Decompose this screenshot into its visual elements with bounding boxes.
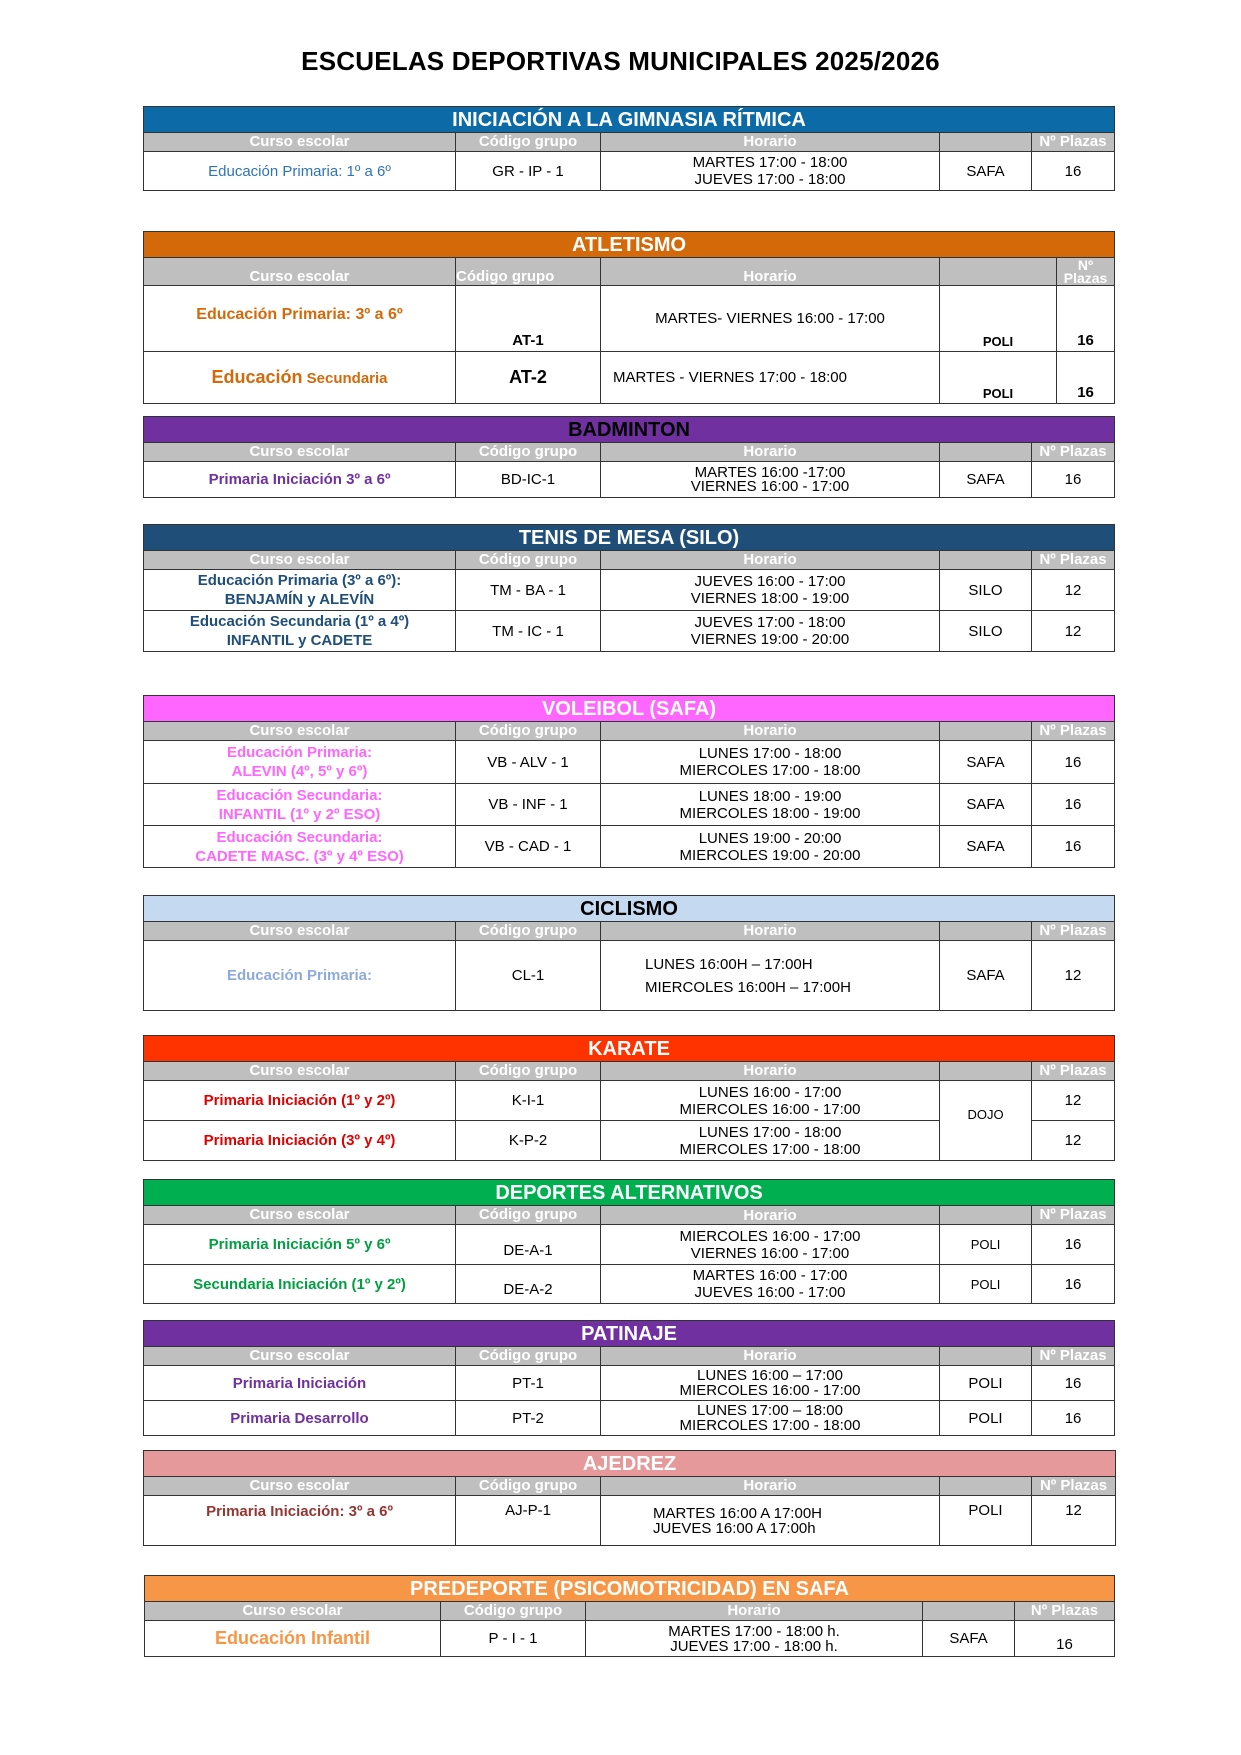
course-cell: Primaria Iniciación (144, 1366, 456, 1401)
group-code: CL-1 (456, 941, 601, 1011)
schedule-line: VIERNES 16:00 - 17:00 (690, 1244, 850, 1262)
schedule-line: VIERNES 18:00 - 19:00 (690, 590, 850, 607)
header-code: Código grupo (441, 1602, 586, 1621)
schedule-cell (601, 784, 940, 826)
header-seats: Nº Plazas (1032, 551, 1115, 570)
header-schedule: Horario (601, 922, 940, 941)
seats-cell: 16 (1032, 462, 1115, 498)
course-cell (144, 611, 456, 652)
group-code: AT-1 (456, 286, 601, 352)
header-place (940, 1206, 1032, 1225)
course-cell (144, 784, 456, 826)
group-code: K-I-1 (456, 1081, 601, 1121)
header-course: Curso escolar (144, 551, 456, 570)
course-cell: Educación Primaria: 3º a 6º (144, 286, 456, 352)
header-schedule: Horario (586, 1602, 923, 1621)
schedule-line: LUNES 16:00 – 17:00 (697, 1367, 843, 1384)
schedule-cell (601, 1401, 940, 1436)
seats-cell: 16 (1032, 784, 1115, 826)
header-seats: Nº Plazas (1032, 1062, 1115, 1081)
course-cell: Educación Primaria: 1º a 6º (144, 152, 456, 191)
group-code: TM - IC - 1 (456, 611, 601, 652)
header-course: Curso escolar (144, 1347, 456, 1366)
header-place (940, 258, 1057, 286)
schedule-cell (601, 570, 940, 611)
schedule-line: MARTES - VIERNES 17:00 - 18:00 (613, 369, 847, 386)
schedule-line: JUEVES 16:00 - 17:00 (694, 1284, 846, 1301)
header-seats: Nº Plazas (1032, 133, 1115, 152)
seats-cell: 16 (1015, 1621, 1115, 1657)
place-cell: SAFA (923, 1621, 1015, 1657)
course-cell: Educación Primaria: (144, 941, 456, 1011)
seats-cell: 16 (1032, 1265, 1115, 1304)
schedule-line: MARTES- VIERNES 16:00 - 17:00 (655, 310, 885, 327)
header-code: Código grupo (456, 1347, 601, 1366)
header-code: Código grupo (456, 1477, 601, 1496)
place-cell: SAFA (940, 784, 1032, 826)
seats-cell: 12 (1032, 611, 1115, 652)
place-cell: POLI (940, 1366, 1032, 1401)
table-row (144, 1265, 1115, 1304)
header-course: Curso escolar (144, 258, 456, 286)
header-code: Código grupo (456, 722, 601, 741)
schedule-line: LUNES 17:00 - 18:00 (698, 745, 842, 762)
schedule-line: LUNES 18:00 - 19:00 (698, 787, 842, 805)
section-patinaje (143, 1320, 1114, 1436)
section-karate (143, 1035, 1114, 1161)
schedule-line: JUEVES 17:00 - 18:00 h. (670, 1637, 838, 1655)
schedule-line: MARTES 17:00 - 18:00 (692, 154, 848, 171)
course-line: INFANTIL (1º y 2º ESO) (218, 805, 381, 823)
place-cell: SILO (940, 611, 1032, 652)
schedule-line: MIERCOLES 16:00 - 17:00 (679, 1100, 861, 1118)
header-code: Código grupo (456, 551, 601, 570)
schedule-line: MIERCOLES 18:00 - 19:00 (679, 804, 861, 822)
header-seats: Nº Plazas (1057, 258, 1115, 286)
course-line: Educación Secundaria: (216, 828, 383, 846)
header-place (940, 443, 1032, 462)
place-cell: SAFA (940, 741, 1032, 784)
header-course: Curso escolar (144, 922, 456, 941)
group-code: VB - ALV - 1 (456, 741, 601, 784)
seats-cell: 16 (1032, 1401, 1115, 1436)
table-row (144, 1225, 1115, 1265)
group-code: VB - CAD - 1 (456, 826, 601, 868)
table-row (144, 1366, 1115, 1401)
header-schedule: Horario (601, 1347, 940, 1366)
schedule-cell (601, 352, 940, 404)
section-gimnasia-ritmica (143, 106, 1114, 191)
schedule-line: MIERCOLES 17:00 - 18:00 (679, 1417, 861, 1434)
section-badminton (143, 416, 1114, 498)
schedule-line: MARTES 17:00 - 18:00 h. (668, 1622, 840, 1640)
header-schedule: Horario (601, 1206, 940, 1225)
section-title: TENIS DE MESA (SILO) (144, 525, 1115, 551)
header-seats: Nº Plazas (1032, 1206, 1115, 1225)
course-line: Educación Primaria: (226, 744, 373, 761)
table-row (144, 784, 1115, 826)
section-tenis-de-mesa (143, 524, 1114, 652)
header-schedule: Horario (601, 258, 940, 286)
header-seats: Nº Plazas (1032, 722, 1115, 741)
header-schedule: Horario (601, 443, 940, 462)
schedule-cell (601, 1081, 940, 1121)
section-title: PATINAJE (144, 1321, 1115, 1347)
header-schedule: Horario (601, 133, 940, 152)
section-title: CICLISMO (144, 896, 1115, 922)
schedule-cell (601, 741, 940, 784)
schedule-cell (601, 152, 940, 191)
schedule-line: MIERCOLES 17:00 - 18:00 (679, 762, 861, 779)
schedule-line: MARTES 16:00 -17:00 (694, 463, 846, 481)
seats-cell: 12 (1032, 941, 1115, 1011)
seats-cell: 12 (1032, 1081, 1115, 1121)
schedule-cell (601, 1265, 940, 1304)
schedule-cell (601, 941, 940, 1011)
schedule-line: MARTES 16:00 A 17:00H (653, 1504, 822, 1522)
header-place (940, 1062, 1032, 1081)
place-cell: SILO (940, 570, 1032, 611)
schedule-line: JUEVES 17:00 - 18:00 (694, 614, 846, 631)
header-course: Curso escolar (144, 1477, 456, 1496)
group-code: VB - INF - 1 (456, 784, 601, 826)
table-row (144, 941, 1115, 1011)
header-code: Código grupo (456, 1206, 601, 1225)
group-code: AT-2 (456, 352, 601, 404)
section-ciclismo (143, 895, 1114, 1011)
schedule-line: MIERCOLES 17:00 - 18:00 (679, 1140, 861, 1158)
header-course: Curso escolar (144, 443, 456, 462)
seats-cell: 12 (1032, 1496, 1116, 1546)
course-cell: Primaria Iniciación 5º y 6º (144, 1225, 456, 1265)
header-code: Código grupo (456, 443, 601, 462)
schedule-cell (601, 286, 940, 352)
table-row (144, 1401, 1115, 1436)
group-code: AJ-P-1 (456, 1496, 601, 1546)
section-title: BADMINTON (144, 417, 1115, 443)
seats-cell: 16 (1032, 741, 1115, 784)
place-cell: SAFA (940, 941, 1032, 1011)
table-row (144, 826, 1115, 868)
place-cell: SAFA (940, 462, 1032, 498)
table-row (144, 741, 1115, 784)
course-cell (144, 826, 456, 868)
group-code: PT-2 (456, 1401, 601, 1436)
schedule-cell (586, 1621, 923, 1657)
place-cell: DOJO (940, 1081, 1032, 1161)
schedule-cell (601, 1366, 940, 1401)
course-word: Secundaria (306, 369, 388, 387)
group-code: BD-IC-1 (456, 462, 601, 498)
schedule-cell (601, 462, 940, 498)
schedule-line: VIERNES 19:00 - 20:00 (690, 631, 850, 648)
place-cell: POLI (940, 1265, 1032, 1304)
section-title: DEPORTES ALTERNATIVOS (144, 1180, 1115, 1206)
header-course: Curso escolar (144, 1206, 456, 1225)
section-atletismo (143, 231, 1114, 404)
schedule-line: MIERCOLES 16:00 - 17:00 (679, 1227, 861, 1245)
section-title: KARATE (144, 1036, 1115, 1062)
header-place (940, 551, 1032, 570)
header-place (940, 1477, 1032, 1496)
header-code: Código grupo (456, 922, 601, 941)
course-line: Educación Primaria (3º a 6º): (197, 572, 402, 589)
schedule-line: JUEVES 16:00 - 17:00 (694, 573, 846, 590)
header-place (940, 922, 1032, 941)
header-schedule: Horario (601, 551, 940, 570)
section-title: PREDEPORTE (PSICOMOTRICIDAD) EN SAFA (145, 1576, 1115, 1602)
schedule-line: JUEVES 16:00 A 17:00h (653, 1519, 816, 1537)
seats-cell: 16 (1032, 826, 1115, 868)
header-place (940, 722, 1032, 741)
header-schedule: Horario (601, 1477, 940, 1496)
schedule-line: JUEVES 17:00 - 18:00 (694, 171, 846, 188)
schedule-line: LUNES 17:00 - 18:00 (698, 1123, 842, 1141)
course-cell (144, 741, 456, 784)
table-row (144, 352, 1115, 404)
course-line: INFANTIL y CADETE (226, 632, 373, 649)
header-course: Curso escolar (145, 1602, 441, 1621)
document-title: ESCUELAS DEPORTIVAS MUNICIPALES 2025/2026 (301, 46, 940, 76)
course-cell: Primaria Iniciación: 3º a 6º (144, 1496, 456, 1546)
schedule-line: LUNES 16:00H – 17:00H (645, 955, 813, 973)
place-cell: POLI (940, 352, 1057, 404)
schedule-cell (601, 611, 940, 652)
section-voleibol (143, 695, 1114, 868)
place-cell: POLI (940, 1225, 1032, 1265)
header-seats: Nº Plazas (1032, 443, 1115, 462)
group-code: P - I - 1 (441, 1621, 586, 1657)
schedule-line: MARTES 16:00 - 17:00 (692, 1267, 848, 1284)
section-predeporte (144, 1575, 1114, 1657)
header-schedule: Horario (601, 1062, 940, 1081)
course-line: CADETE MASC. (3º y 4º ESO) (195, 847, 404, 865)
header-schedule: Horario (601, 722, 940, 741)
table-row (144, 1496, 1116, 1546)
schedule-line: MIERCOLES 16:00 - 17:00 (679, 1382, 861, 1399)
header-course: Curso escolar (144, 1062, 456, 1081)
header-code: Código grupo (456, 133, 601, 152)
course-line: Educación Secundaria (1º a 4º) (189, 613, 410, 630)
section-title: VOLEIBOL (SAFA) (144, 696, 1115, 722)
group-code: K-P-2 (456, 1121, 601, 1161)
course-cell: Primaria Iniciación (1º y 2º) (144, 1081, 456, 1121)
header-seats: Nº Plazas (1015, 1602, 1115, 1621)
group-code: DE-A-1 (456, 1225, 601, 1265)
course-cell: Primaria Iniciación (3º y 4º) (144, 1121, 456, 1161)
header-code: Código grupo (456, 258, 601, 286)
section-deportes-alternativos (143, 1179, 1114, 1304)
course-cell: Primaria Desarrollo (144, 1401, 456, 1436)
table-row (144, 611, 1115, 652)
header-code: Código grupo (456, 1062, 601, 1081)
schedule-line: LUNES 16:00 - 17:00 (698, 1083, 842, 1101)
seats-cell: 16 (1057, 286, 1115, 352)
schedule-cell (601, 826, 940, 868)
place-cell: POLI (940, 286, 1057, 352)
course-word: Educación (211, 366, 303, 387)
course-line: BENJAMÍN y ALEVÍN (224, 591, 375, 608)
section-ajedrez (143, 1450, 1115, 1546)
section-title: ATLETISMO (144, 232, 1115, 258)
header-seats: Nº Plazas (1032, 1477, 1116, 1496)
course-line: Educación Secundaria: (216, 786, 383, 804)
header-place (940, 133, 1032, 152)
table-row (145, 1621, 1115, 1657)
section-title: AJEDREZ (144, 1451, 1116, 1477)
seats-cell: 12 (1032, 570, 1115, 611)
group-code: TM - BA - 1 (456, 570, 601, 611)
schedule-cell (601, 1225, 940, 1265)
schedule-cell (601, 1496, 940, 1546)
schedule-line: LUNES 19:00 - 20:00 (698, 829, 842, 847)
place-cell: SAFA (940, 152, 1032, 191)
group-code: DE-A-2 (456, 1265, 601, 1304)
seats-cell: 16 (1032, 152, 1115, 191)
header-seats: Nº Plazas (1032, 1347, 1115, 1366)
section-title: INICIACIÓN A LA GIMNASIA RÍTMICA (144, 107, 1115, 133)
course-cell (144, 570, 456, 611)
place-cell: SAFA (940, 826, 1032, 868)
group-code: PT-1 (456, 1366, 601, 1401)
header-course: Curso escolar (144, 133, 456, 152)
schedule-line: MIERCOLES 19:00 - 20:00 (679, 846, 861, 864)
table-row (144, 286, 1115, 352)
place-cell: POLI (940, 1401, 1032, 1436)
schedule-line: VIERNES 16:00 - 17:00 (690, 477, 850, 495)
header-place (940, 1347, 1032, 1366)
seats-cell: 12 (1032, 1121, 1115, 1161)
group-code: GR - IP - 1 (456, 152, 601, 191)
table-row (144, 152, 1115, 191)
seats-cell: 16 (1057, 352, 1115, 404)
course-cell: Educación Infantil (145, 1621, 441, 1657)
table-row (144, 1081, 1115, 1121)
table-row (144, 462, 1115, 498)
seats-cell: 16 (1032, 1366, 1115, 1401)
table-row (144, 570, 1115, 611)
header-place (923, 1602, 1015, 1621)
seats-cell: 16 (1032, 1225, 1115, 1265)
course-cell (144, 352, 456, 404)
course-line: ALEVIN (4º, 5º y 6º) (231, 763, 368, 780)
schedule-line: LUNES 17:00 – 18:00 (697, 1402, 843, 1419)
place-cell: POLI (940, 1496, 1032, 1546)
header-course: Curso escolar (144, 722, 456, 741)
course-cell: Primaria Iniciación 3º a 6º (144, 462, 456, 498)
schedule-cell (601, 1121, 940, 1161)
course-cell: Secundaria Iniciación (1º y 2º) (144, 1265, 456, 1304)
schedule-line: MIERCOLES 16:00H – 17:00H (645, 978, 851, 996)
header-seats: Nº Plazas (1032, 922, 1115, 941)
